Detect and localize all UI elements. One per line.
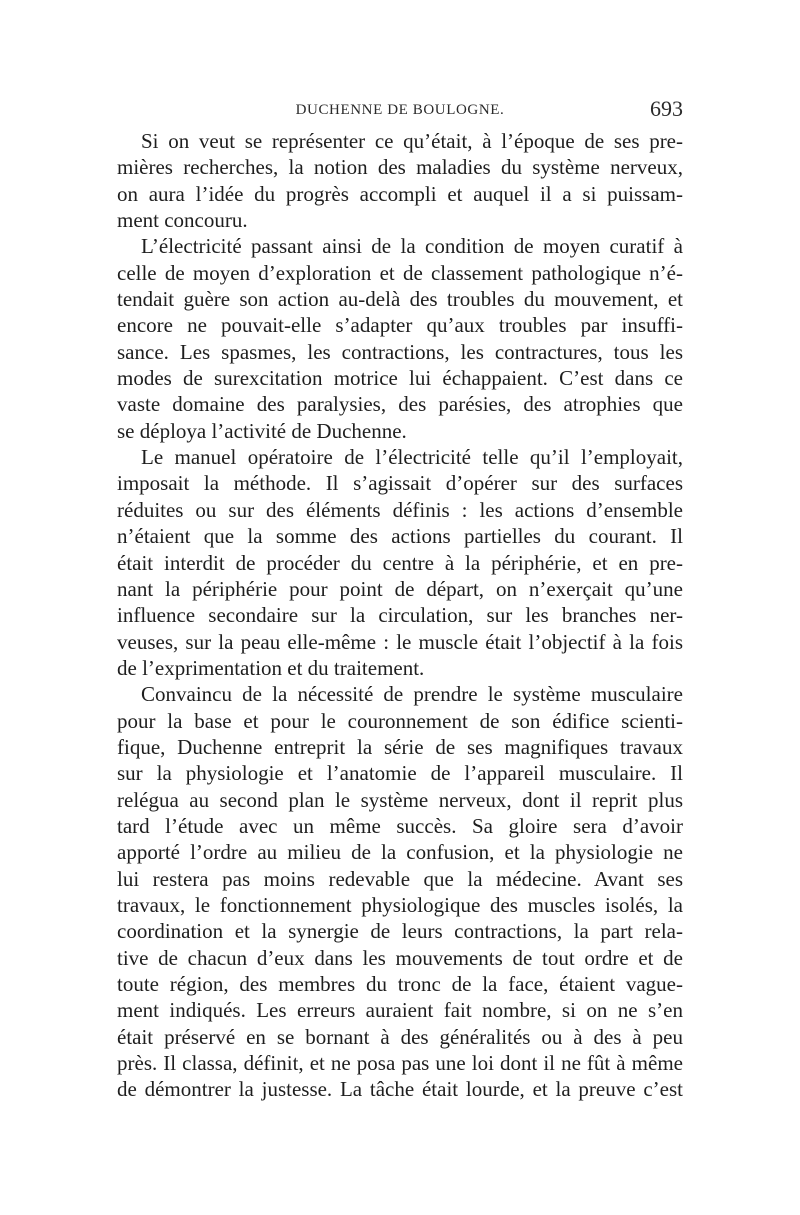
- text-line: de démontrer la justesse. La tâche était lourde, et la preuve c’est: [117, 1077, 683, 1102]
- text-line: était interdit de procéder du centre à la périphérie, et en pre-: [117, 550, 683, 575]
- text-line: pour la base et pour le couronnement de son édifice scienti-: [117, 708, 683, 733]
- text-line: mières recherches, la notion des maladies du système nerveux,: [117, 155, 683, 180]
- text-line: ment indiqués. Les erreurs auraient fait nombre, si on ne s’en: [117, 998, 683, 1023]
- text-line: encore ne pouvait-elle s’adapter qu’aux troubles par insuffi-: [117, 313, 683, 338]
- running-head: [117, 96, 683, 126]
- text-line: fique, Duchenne entreprit la série de ses magnifiques travaux: [117, 734, 683, 759]
- text-line: sur la physiologie et l’anatomie de l’appareil musculaire. Il: [117, 761, 683, 786]
- running-title: DUCHENNE DE BOULOGNE.: [295, 102, 505, 118]
- text-line: Le manuel opératoire de l’électricité telle qu’il l’employait,: [141, 445, 683, 470]
- text-line: Convaincu de la nécessité de prendre le système musculaire: [141, 682, 683, 707]
- text-line: Si on veut se représenter ce qu’était, à l’époque de ses pre-: [141, 129, 683, 153]
- text-line: tendait guère son action au-delà des troubles du mouvement, et: [117, 287, 683, 312]
- text-line: veuses, sur la peau elle-même : le muscle était l’objectif à la fois: [117, 629, 683, 654]
- text-line: influence secondaire sur la circulation, sur les branches ner-: [117, 603, 683, 628]
- text-line: modes de surexcitation motrice lui échappaient. C’est dans ce: [117, 366, 683, 391]
- page-number: 693: [650, 96, 683, 121]
- text-line: se déploya l’activité de Duchenne.: [117, 418, 407, 443]
- body-text: [117, 128, 683, 1103]
- text-line: ment concouru.: [117, 208, 248, 233]
- text-line: L’électricité passant ainsi de la condition de moyen curatif à: [141, 234, 683, 259]
- text-line: celle de moyen d’exploration et de classement pathologique n’é-: [117, 260, 683, 285]
- text-line: lui restera pas moins redevable que la médecine. Avant ses: [117, 866, 683, 891]
- text-line: vaste domaine des paralysies, des parésies, des atrophies que: [117, 392, 683, 417]
- text-line: réduites ou sur des éléments définis : les actions d’ensemble: [117, 497, 683, 522]
- text-line: imposait la méthode. Il s’agissait d’opérer sur des surfaces: [117, 471, 683, 496]
- text-line: on aura l’idée du progrès accompli et auquel il a si puissam-: [117, 181, 683, 206]
- text-line: travaux, le fonctionnement physiologique des muscles isolés, la: [117, 892, 683, 917]
- text-line: coordination et la synergie de leurs contractions, la part rela-: [117, 919, 683, 944]
- text-line: était préservé en se bornant à des généralités ou à des à peu: [117, 1024, 683, 1049]
- text-line: toute région, des membres du tronc de la face, étaient vague-: [117, 972, 683, 996]
- text-line: apporté l’ordre au milieu de la confusion, et la physiologie ne: [117, 840, 683, 865]
- text-line: près. Il classa, définit, et ne posa pas une loi dont il ne fût à même: [117, 1051, 683, 1076]
- text-line: tive de chacun d’eux dans les mouvements de tout ordre et de: [117, 945, 683, 970]
- text-line: de l’exprimentation et du traitement.: [117, 655, 425, 680]
- text-line: n’étaient que la somme des actions partielles du courant. Il: [117, 524, 683, 549]
- text-line: relégua au second plan le système nerveux, dont il reprit plus: [117, 787, 683, 812]
- text-line: sance. Les spasmes, les contractions, les contractures, tous les: [117, 339, 683, 364]
- text-line: nant la périphérie pour point de départ, on n’exerçait qu’une: [117, 576, 683, 601]
- text-line: tard l’étude avec un même succès. Sa gloire sera d’avoir: [117, 813, 683, 838]
